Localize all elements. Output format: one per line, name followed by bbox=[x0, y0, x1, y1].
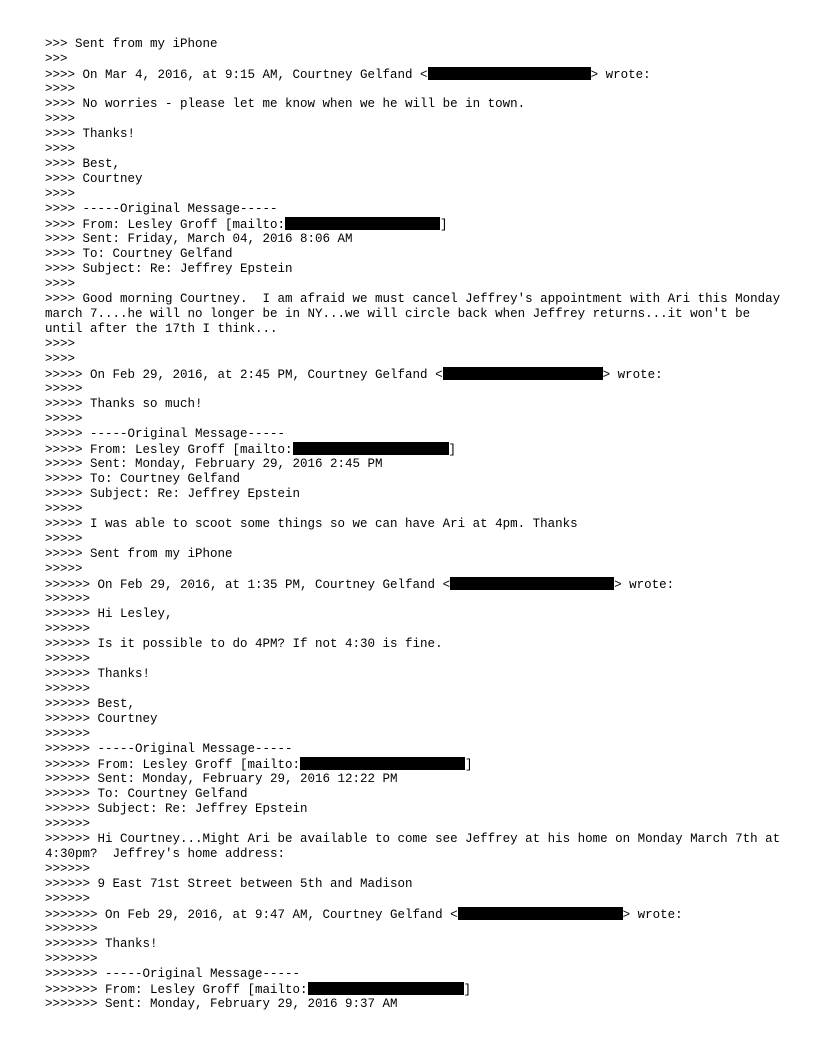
header-line bbox=[45, 367, 785, 382]
redaction-block bbox=[450, 577, 614, 590]
text-line: >>>>> Sent from my iPhone bbox=[45, 547, 233, 561]
header-suffix: > wrote: bbox=[590, 68, 651, 82]
text-line: >>>>>> Best, bbox=[45, 697, 136, 711]
text-line: >>>> -----Original Message----- bbox=[45, 202, 278, 216]
text-line: >>>> Best, bbox=[45, 157, 121, 171]
text-line: >>>> No worries - please let me know when we he will be in town. bbox=[45, 97, 526, 111]
header-text: >>>> On Mar 4, 2016, at 9:15 AM, Courtney Gelfand < bbox=[45, 68, 428, 82]
text-line: >>>>> I was able to scoot some things so we can have Ari at 4pm. Thanks bbox=[45, 517, 578, 531]
header-text: >>>>>> On Feb 29, 2016, at 1:35 PM, Courtney Gelfand < bbox=[45, 578, 451, 592]
from-suffix: ] bbox=[463, 983, 472, 997]
text-line: >>>>>>> Sent: Monday, February 29, 2016 9:37 AM bbox=[45, 997, 398, 1011]
from-text: >>>>> From: Lesley Groff [mailto: bbox=[45, 443, 293, 457]
text-line: >>>>> bbox=[45, 412, 83, 426]
from-text: >>>>>> From: Lesley Groff [mailto: bbox=[45, 758, 301, 772]
text-line: >>>>>>> bbox=[45, 952, 98, 966]
header-line bbox=[45, 577, 785, 592]
text-line: >>>> To: Courtney Gelfand bbox=[45, 247, 233, 261]
text-line: >>>>>> 9 East 71st Street between 5th and Madison bbox=[45, 877, 413, 891]
text-line: >>>>>> bbox=[45, 817, 91, 831]
redaction-block bbox=[285, 217, 440, 230]
text-line: >>>> bbox=[45, 112, 76, 126]
redaction-block bbox=[308, 982, 464, 995]
text-line: >>>>>> Thanks! bbox=[45, 667, 151, 681]
from-line bbox=[45, 217, 785, 232]
text-line: >>>>> Subject: Re: Jeffrey Epstein bbox=[45, 487, 301, 501]
text-line: >>>>>> Subject: Re: Jeffrey Epstein bbox=[45, 802, 308, 816]
text-line: >>>>> bbox=[45, 562, 83, 576]
text-line: >>>>>> Hi Lesley, bbox=[45, 607, 173, 621]
from-suffix: ] bbox=[465, 758, 473, 772]
text-line: >>>>>> bbox=[45, 862, 91, 876]
text-line: >>>> bbox=[45, 82, 76, 96]
from-suffix: ] bbox=[448, 443, 457, 457]
text-line: >>>> bbox=[45, 337, 76, 351]
header-suffix: > wrote: bbox=[602, 368, 663, 382]
text-line: >>>>>> bbox=[45, 892, 91, 906]
from-line bbox=[45, 982, 785, 997]
header-line bbox=[45, 67, 785, 82]
text-line: >>>>>>> bbox=[45, 922, 98, 936]
text-line: >>>> Courtney bbox=[45, 172, 143, 186]
text-line: >>>>>>> Thanks! bbox=[45, 937, 158, 951]
text-line: >>>> Thanks! bbox=[45, 127, 136, 141]
from-suffix: ] bbox=[440, 218, 448, 232]
text-line: >>>>> bbox=[45, 382, 83, 396]
text-line: >>>>>> Is it possible to do 4PM? If not 4:30 is fine. bbox=[45, 637, 443, 651]
text-line: >>>>>> bbox=[45, 727, 91, 741]
from-line bbox=[45, 757, 785, 772]
redaction-block bbox=[293, 442, 449, 455]
text-line: >>> bbox=[45, 52, 68, 66]
from-line bbox=[45, 442, 785, 457]
text-line: >>>>>> To: Courtney Gelfand bbox=[45, 787, 248, 801]
message-paragraph: >>>>>> Hi Courtney...Might Ari be available to come see Jeffrey at his home on Monday March 7th at 4:30pm? Jeffrey's home address: bbox=[45, 832, 788, 861]
redaction-block bbox=[300, 757, 465, 770]
text-line: >>>>>> bbox=[45, 622, 91, 636]
text-line: >>>>> bbox=[45, 532, 83, 546]
text-line: >>>> bbox=[45, 277, 76, 291]
text-line: >>>>>>> -----Original Message----- bbox=[45, 967, 301, 981]
text-line: >>>>> Sent: Monday, February 29, 2016 2:45 PM bbox=[45, 457, 383, 471]
header-text: >>>>>>> On Feb 29, 2016, at 9:47 AM, Courtney Gelfand < bbox=[45, 908, 458, 922]
text-line: >>>>>> bbox=[45, 682, 91, 696]
text-line: >>>>> -----Original Message----- bbox=[45, 427, 286, 441]
text-line: >>>>>> bbox=[45, 592, 91, 606]
header-suffix: > wrote: bbox=[622, 908, 683, 922]
redaction-block bbox=[428, 67, 591, 80]
text-line: >>>> bbox=[45, 142, 76, 156]
text-line: >>>>> bbox=[45, 502, 83, 516]
text-line: >>>> bbox=[45, 187, 76, 201]
text-line: >>>> Subject: Re: Jeffrey Epstein bbox=[45, 262, 293, 276]
text-line: >>>>>> Sent: Monday, February 29, 2016 12:22 PM bbox=[45, 772, 398, 786]
header-suffix: > wrote: bbox=[614, 578, 675, 592]
email-document bbox=[45, 37, 788, 1012]
header-text: >>>>> On Feb 29, 2016, at 2:45 PM, Courtney Gelfand < bbox=[45, 368, 443, 382]
text-line: >>>>> To: Courtney Gelfand bbox=[45, 472, 241, 486]
text-line: >>>> bbox=[45, 352, 76, 366]
from-text: >>>> From: Lesley Groff [mailto: bbox=[45, 218, 286, 232]
text-line: >>> Sent from my iPhone bbox=[45, 37, 218, 51]
redaction-block bbox=[443, 367, 603, 380]
text-line: >>>> Sent: Friday, March 04, 2016 8:06 AM bbox=[45, 232, 353, 246]
header-line bbox=[45, 907, 785, 922]
text-line: >>>>>> Courtney bbox=[45, 712, 158, 726]
redaction-block bbox=[458, 907, 623, 920]
text-line: >>>>> Thanks so much! bbox=[45, 397, 203, 411]
text-line: >>>>>> -----Original Message----- bbox=[45, 742, 293, 756]
message-paragraph: >>>> Good morning Courtney. I am afraid we must cancel Jeffrey's appointment with Ari this Monday march 7....he will no longer be in NY...we will circle back when Jeffrey returns...it won't be until after the 17th I think... bbox=[45, 292, 788, 336]
from-text: >>>>>>> From: Lesley Groff [mailto: bbox=[45, 983, 308, 997]
text-line: >>>>>> bbox=[45, 652, 91, 666]
